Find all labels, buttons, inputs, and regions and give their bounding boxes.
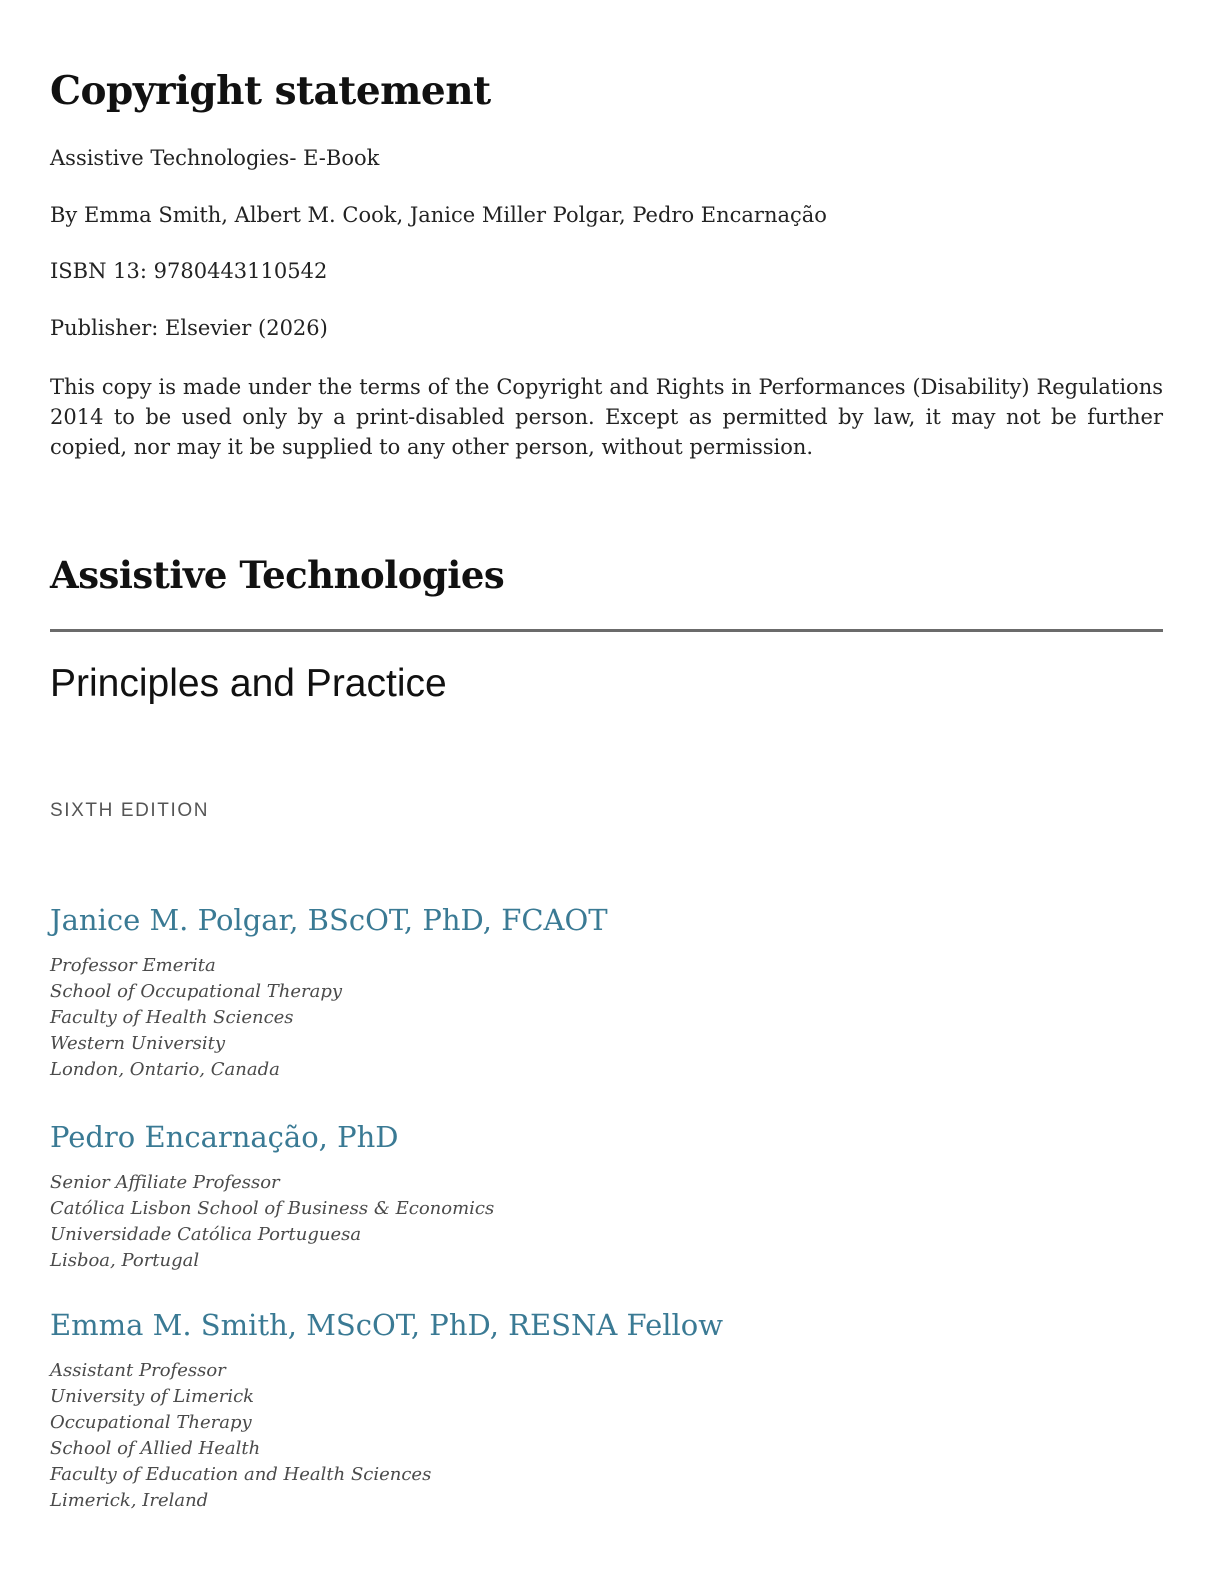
author-block [50, 903, 608, 1083]
ebook-title-line: Assistive Technologies- E-Book [50, 146, 380, 170]
affiliation-line: School of Occupational Therapy [50, 981, 343, 1002]
affiliation-line: Occupational Therapy [50, 1412, 252, 1433]
legal-notice: This copy is made under the terms of the Copyright and Rights in Performances (Disability) Regulations 2014 to be used only by a print-disabled person. Except as permitted by law, it may not be further copied, nor may it be supplied to any other person, without permission. [50, 375, 1163, 459]
author-name: Janice M. Polgar, BScOT, PhD, FCAOT [50, 903, 608, 937]
isbn-line: ISBN 13: 9780443110542 [50, 259, 328, 283]
author-affiliation [50, 953, 608, 1083]
affiliation-line: Assistant Professor [50, 1360, 226, 1381]
affiliation-line: Faculty of Health Sciences [50, 1007, 294, 1028]
authors-line: By Emma Smith, Albert M. Cook, Janice Miller Polgar, Pedro Encarnação [50, 203, 827, 227]
author-name: Emma M. Smith, MScOT, PhD, RESNA Fellow [50, 1308, 724, 1342]
affiliation-line: Limerick, Ireland [50, 1490, 209, 1511]
affiliation-line: School of Allied Health [50, 1438, 261, 1459]
publisher-line: Publisher: Elsevier (2026) [50, 316, 328, 340]
affiliation-line: Universidade Católica Portuguesa [50, 1224, 362, 1245]
author-name: Pedro Encarnação, PhD [50, 1120, 399, 1154]
affiliation-line: Professor Emerita [50, 955, 216, 976]
title-divider [50, 629, 1163, 632]
affiliation-line: Senior Affiliate Professor [50, 1172, 280, 1193]
author-affiliation [50, 1170, 494, 1274]
book-subtitle: Principles and Practice [50, 662, 447, 705]
author-affiliation [50, 1358, 723, 1514]
copyright-heading: Copyright statement [50, 68, 491, 114]
affiliation-line: Western University [50, 1033, 226, 1054]
author-block [50, 1120, 494, 1274]
affiliation-line: University of Limerick [50, 1386, 255, 1407]
affiliation-line: Faculty of Education and Health Sciences [50, 1464, 432, 1485]
edition-label: SIXTH EDITION [50, 800, 210, 821]
affiliation-line: Católica Lisbon School of Business & Economics [50, 1198, 495, 1219]
affiliation-line: London, Ontario, Canada [50, 1059, 280, 1080]
author-block [50, 1308, 723, 1514]
book-title: Assistive Technologies [50, 553, 505, 597]
affiliation-line: Lisboa, Portugal [50, 1250, 200, 1271]
